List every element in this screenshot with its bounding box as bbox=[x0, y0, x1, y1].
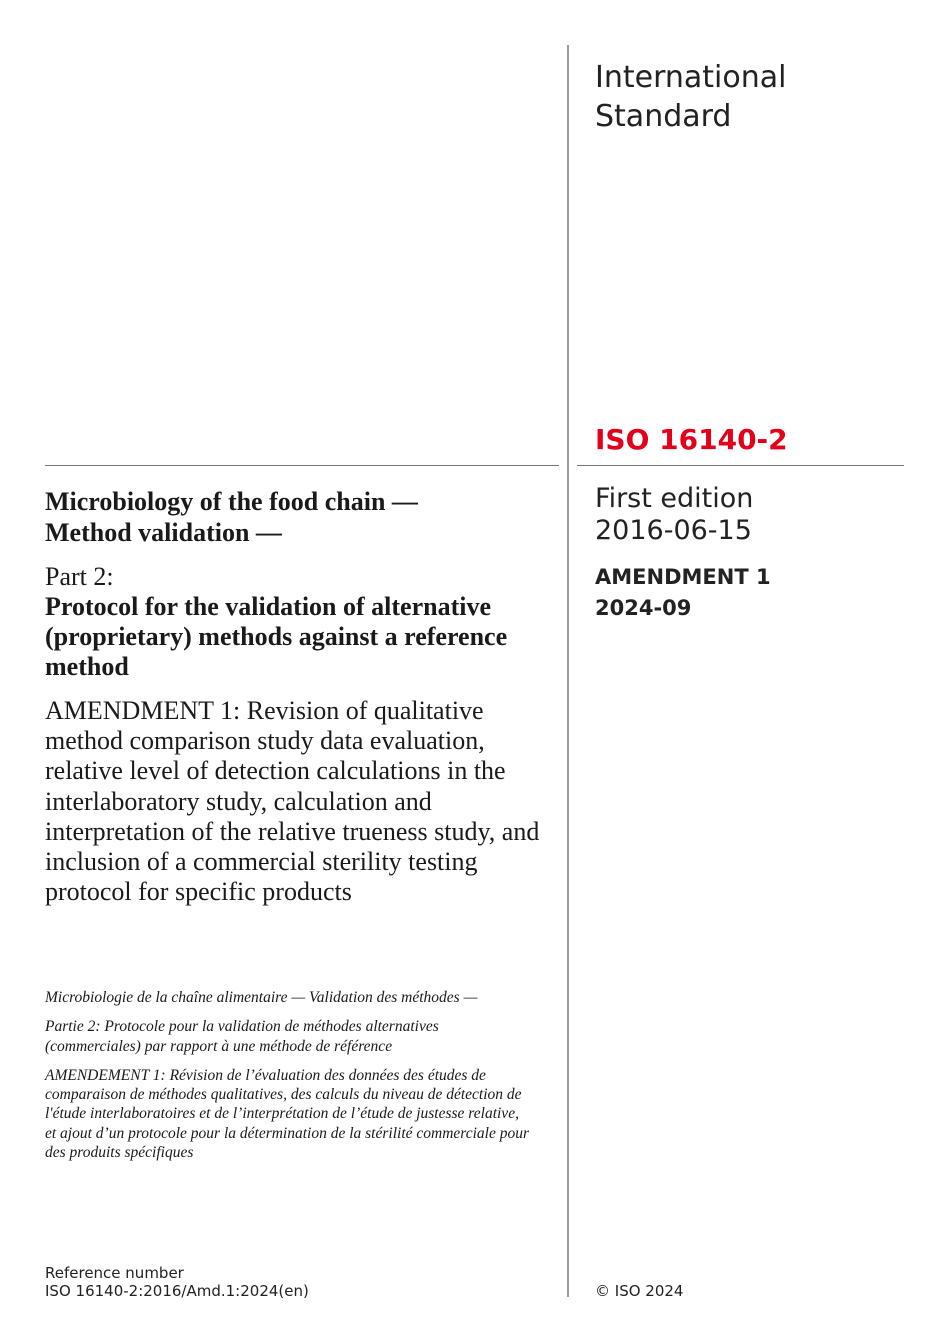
document-type-line2: Standard bbox=[595, 99, 732, 134]
amendment-title: AMENDMENT 1: Revision of qualitative method comparison study data evaluation, relative level of detection calculations in the interlaboratory study, calculation and interpretation of the relative trueness study, and inclusion of a commercial sterility testing protocol for specific products bbox=[45, 696, 540, 907]
amendment-date: 2024-09 bbox=[595, 596, 692, 620]
french-title-block bbox=[45, 988, 530, 1172]
reference-block bbox=[45, 1264, 309, 1300]
amendment-block bbox=[595, 562, 915, 624]
horizontal-rule-left bbox=[45, 465, 559, 466]
standard-number: ISO 16140-2 bbox=[595, 423, 788, 456]
document-type-line1: International bbox=[595, 60, 787, 95]
french-amendment-title: AMENDEMENT 1: Révision de l’évaluation des données des études de comparaison de méthodes qualitatives, des calculs du niveau de détection de l'étude interlaboratoires et de l’interprétation de l’étude de justesse relative, et ajout d’un protocole pour la détermination de la stérilité commerciale pour des produits spécifiques bbox=[45, 1066, 530, 1162]
amendment-label: AMENDMENT 1 bbox=[595, 565, 771, 589]
vertical-divider bbox=[567, 45, 569, 1297]
reference-label: Reference number bbox=[45, 1264, 184, 1282]
main-title bbox=[45, 486, 545, 548]
french-part-title: Partie 2: Protocole pour la validation de méthodes alternatives (commerciales) par rapport à une méthode de référence bbox=[45, 1018, 439, 1055]
main-title-line2: Method validation — bbox=[45, 518, 282, 547]
document-type bbox=[595, 58, 915, 136]
edition-label: First edition bbox=[595, 483, 754, 514]
english-title-block bbox=[45, 486, 545, 907]
part-title: Protocol for the validation of alternative (proprietary) methods against a reference method bbox=[45, 592, 508, 681]
edition-date: 2016-06-15 bbox=[595, 515, 752, 546]
reference-number: ISO 16140-2:2016/Amd.1:2024(en) bbox=[45, 1282, 309, 1300]
edition-block bbox=[595, 483, 915, 547]
part-label: Part 2: bbox=[45, 562, 114, 591]
french-main-title: Microbiologie de la chaîne alimentaire — Validation des méthodes — bbox=[45, 989, 478, 1006]
copyright: © ISO 2024 bbox=[595, 1282, 684, 1300]
main-title-line1: Microbiology of the food chain — bbox=[45, 487, 418, 516]
horizontal-rule-right bbox=[577, 465, 904, 466]
